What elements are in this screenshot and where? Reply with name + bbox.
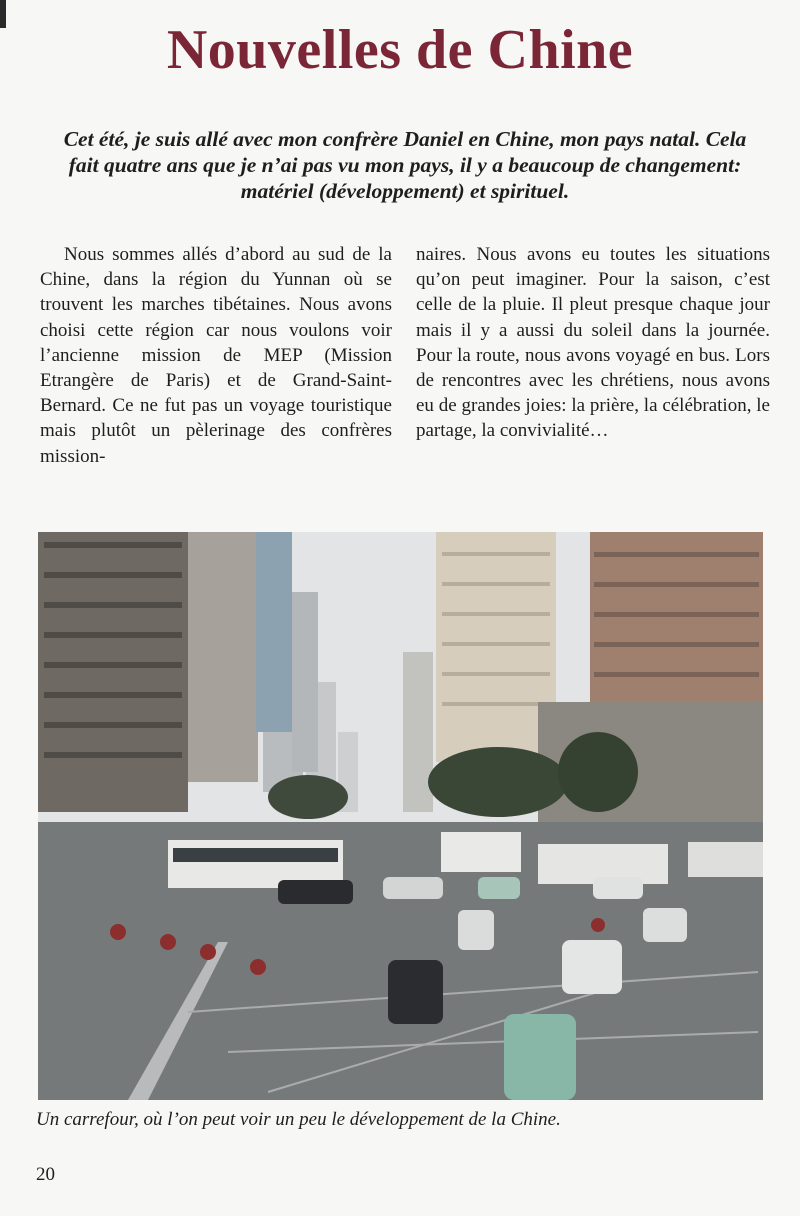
body-columns xyxy=(40,242,770,482)
body-text-left: Nous sommes allés d’abord au sud de la Chine, dans la région du Yunnan où se trouvent les marches tibétaines. Nous avons choisi cette région car nous voulons voir l’ancienne mission de MEP (Mission Etrangère de Paris) et de Grand-Saint-Bernard. Ce ne fut pas un voyage touristique mais plutôt un pèlerinage des confrères mission- xyxy=(40,244,392,467)
body-column-left xyxy=(40,242,392,469)
article-title: Nouvelles de Chine xyxy=(166,19,634,81)
city-intersection-photo xyxy=(38,532,763,1100)
photo-caption: Un carrefour, où l’on peut voir un peu le développement de la Chine. xyxy=(36,1109,561,1130)
lead-paragraph: Cet été, je suis allé avec mon confrère Daniel en Chine, mon pays natal. Cela fait quatre ans que je n’ai pas vu mon pays, il y a beaucoup de changement: matériel (développement) et spirituel. xyxy=(63,127,747,203)
body-text-right: naires. Nous avons eu toutes les situations qu’on peut imaginer. Pour la saison, c’est celle de la pluie. Il pleut presque chaque jour mais il y a aussi du soleil dans la journée. Pour la route, nous avons voyagé en bus. Lors de rencontres avec les chrétiens, nous avons eu de grandes joies: la prière, la célébration, le partage, la convivialité… xyxy=(416,244,770,442)
body-column-right xyxy=(416,242,770,444)
page-number: 20 xyxy=(36,1164,55,1185)
